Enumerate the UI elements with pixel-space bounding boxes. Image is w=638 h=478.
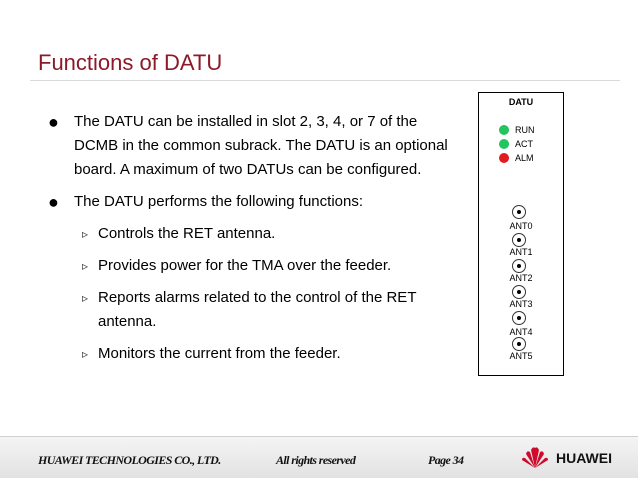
sub-bullet-item — [40, 254, 460, 278]
datu-board-panel — [478, 92, 564, 376]
bullet-dot-icon: ● — [48, 112, 59, 132]
arrow-bullet-icon: ▹ — [82, 259, 89, 273]
port-label: ANT0 — [509, 221, 533, 231]
sub-bullet-text: Monitors the current from the feeder. — [98, 345, 341, 362]
arrow-bullet-icon: ▹ — [82, 347, 89, 361]
act-led-icon — [499, 139, 509, 149]
led-label: ACT — [515, 139, 533, 149]
sub-bullet-text: Controls the RET antenna. — [98, 225, 276, 242]
port-label: ANT3 — [509, 299, 533, 309]
antenna-port-icon — [512, 285, 526, 299]
arrow-bullet-icon: ▹ — [82, 291, 89, 305]
antenna-port-icon — [512, 337, 526, 351]
led-label: ALM — [515, 153, 534, 163]
antenna-port-icon — [512, 311, 526, 325]
panel-title: DATU — [508, 97, 534, 107]
arrow-bullet-icon: ▹ — [82, 227, 89, 241]
sub-bullet-item — [40, 342, 460, 366]
alm-led-icon — [499, 153, 509, 163]
bullet-list — [40, 110, 460, 374]
sub-bullet-item — [40, 222, 460, 246]
bullet-text: The DATU performs the following functions: — [74, 193, 364, 210]
antenna-port-icon — [512, 259, 526, 273]
bullet-item — [40, 190, 460, 214]
sub-bullet-text: Provides power for the TMA over the feeder. — [98, 257, 392, 274]
bullet-item — [40, 110, 460, 182]
antenna-port-icon — [512, 233, 526, 247]
port-label: ANT5 — [509, 351, 533, 361]
slide-title: Functions of DATU — [38, 50, 223, 75]
sub-bullet-item — [40, 286, 460, 334]
port-label: ANT2 — [509, 273, 533, 283]
bullet-text: The DATU can be installed in slot 2, 3, 4, or 7 of the DCMB in the common subrack. The DATU is an optional board. A maximum of two DATUs can be configured. — [74, 113, 448, 178]
run-led-icon — [499, 125, 509, 135]
footer-page-number: Page 34 — [428, 453, 464, 467]
brand-name: HUAWEI — [556, 450, 612, 466]
title-divider — [30, 80, 620, 81]
footer-company: HUAWEI TECHNOLOGIES CO., LTD. — [38, 453, 221, 467]
port-label: ANT1 — [509, 247, 533, 257]
huawei-logo-icon — [520, 444, 550, 470]
bullet-dot-icon: ● — [48, 192, 59, 212]
sub-bullet-text: Reports alarms related to the control of the RET antenna. — [98, 289, 417, 330]
footer-rights: All rights reserved — [276, 453, 356, 467]
led-label: RUN — [515, 125, 535, 135]
antenna-port-icon — [512, 205, 526, 219]
port-label: ANT4 — [509, 327, 533, 337]
